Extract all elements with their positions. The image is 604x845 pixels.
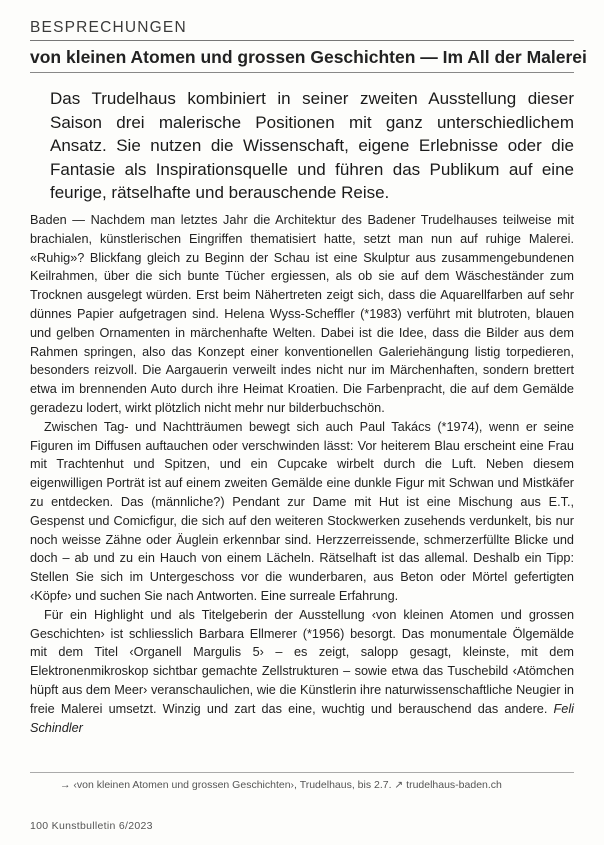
body-paragraph-3-text: Für ein Highlight und als Titelgeberin der Ausstellung ‹von kleinen Atomen und grossen Geschichten› ist schliesslich Barbara Ellmerer (*1956) besorgt. Das monumentale Ölgemälde mit dem Titel ‹Organell Margulis 5› – es zeigt, salopp gesagt, kleinste, mit dem Elektronenmikroskop sichtbar gemachte Zellstrukturen – sowie etwa das Tuschebild ‹Atömchen hüpft aus dem Meer› veranschaulichen, wie die Künstlerin ihre naturwissenschaftliche Neugier in freie Malerei umsetzt. Winzig und zart das eine, wuchtig und berauschend das andere. xyxy=(30,607,574,716)
body-paragraph-2: Zwischen Tag- und Nachtträumen bewegt sich auch Paul Takács (*1974), wenn er seine Figuren im Diffusen auftauchen oder verschwinden lässt: Vor heiterem Blau erscheint eine Frau mit Trachtenhut und Spitzen, und ein Cupcake wirbelt durch die Luft. Neben diesem eigenwilligen Porträt ist auf einem zweiten Gemälde eine dunkle Figur mit Schwan und Mistkäfer zu entdecken. Das (männliche?) Pendant zur Dame mit Hut ist eine Mischung aus E.T., Gespenst und Comicfigur, die sich auf den weiteren Stockwerken zusehends verdunkelt, bis nur noch weisse Zähne oder Äuglein erkennbar sind. Herzzerreissende, schmerzerfüllte Blicke und doch – ab und zu ein Hauch von einem Lächeln. Rätselhaft ist das allemal. Deshalb ein Tipp: Stellen Sie sich im Untergeschoss vor die wunderbaren, aus Beton oder Mörtel gefertigten ‹Köpfe› und suchen Sie nach Antworten. Eine surreale Erfahrung. xyxy=(30,419,574,603)
body-paragraph-1: Baden — Nachdem man letztes Jahr die Architektur des Badener Trudelhauses teilweise mit brachialen, künstlerischen Eingriffen thematisiert hatte, setzt man nun auf ruhige Malerei. «Ruhig»? Blickfang gleich zu Beginn der Schau ist eine Skulptur aus zusammengebundenen Keilrahmen, über die sich bunte Tücher ergiessen, als ob sie auf dem Wäscheständer zum Trocknen ausgelegt würden. Erst beim Nähertreten zeigt sich, dass die Aquarellfarben auf sehr dünnes Papier aufgetragen sind. Helena Wyss-Scheffler (*1983) verführt mit blutroten, blauen und gelben Ornamenten in märchenhafte Welten. Dabei ist die Idee, dass die Bilder aus dem Rahmen springen, also das Konzept einer konventionellen Galeriehängung listig torpedieren, besonders reizvoll. Die Aargauerin verweilt indes nicht nur im Märchenhaften, sondern brettert etwa im brennenden Auto durch ihre Heimat Kroatien. Die Farbenpracht, die auf dem Gemälde geradezu lodert, wirkt plötzlich nicht mehr nur bilderbuchschön. xyxy=(30,213,574,415)
exhibition-footnote: → ‹von kleinen Atomen und grossen Geschichten›, Trudelhaus, bis 2.7. ↗ trudelhaus-baden.ch xyxy=(60,779,502,791)
section-label: BESPRECHUNGEN xyxy=(30,19,187,36)
article-headline: von kleinen Atomen und grossen Geschichten — Im All der Malerei xyxy=(30,47,587,67)
top-rule xyxy=(30,40,574,41)
author-name: Feli Schindler xyxy=(30,701,574,735)
headline-rule xyxy=(30,72,574,73)
page-footer: 100 Kunstbulletin 6/2023 xyxy=(30,820,153,832)
article-lead: Das Trudelhaus kombiniert in seiner zweiten Ausstellung dieser Saison drei malerische Positionen mit ganz unterschiedlichem Ansatz. Sie nutzen die Wissenschaft, eigene Erlebnisse oder die Fantasie als Inspirationsquelle und führen das Publikum auf eine feurige, rätselhafte und berauschende Reise. xyxy=(50,89,574,203)
footnote-rule xyxy=(30,772,574,773)
article-body xyxy=(30,211,574,737)
body-paragraph-3 xyxy=(30,606,574,738)
